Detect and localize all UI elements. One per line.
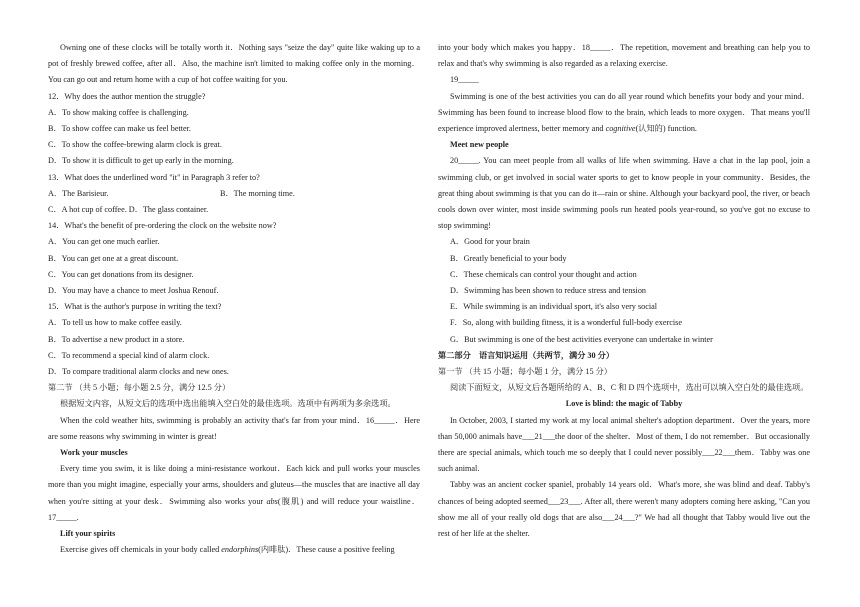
q14-option-a: A．You can get one much earlier. bbox=[48, 237, 160, 247]
story-paragraph-2: Tabby was an ancient cocker spaniel, probably 14 years old．What's more, she was blind and deaf. Tabby's chances of being adopted seemed___23___. After all, there weren't many adopters coming here asking, "Can you show me all of your really old dogs that are also___24___?" We had all thought that Tabby would live out the rest of her life at the shelter. bbox=[438, 480, 810, 539]
choice-e: E．While swimming is an individual sport, it's also very social bbox=[450, 302, 658, 312]
q14-option-c: C．You can get donations from its designer. bbox=[48, 269, 194, 279]
cognitive-term: cognitive bbox=[605, 124, 636, 134]
section-2-title: 第二节 （共 5 小题；每小题 2.5 分，满分 12.5 分） bbox=[48, 383, 231, 393]
blank-19: 19_____ bbox=[450, 75, 479, 85]
story-paragraph-1: In October, 2003, I started my work at my local animal shelter's adoption department．Over the years, more than 50,000 animals have___21___the door of the shelter．Most of them, I do not remember．But occasionally there are special animals, which touch me so deeply that I could never possibly___22___them．Tabby was one such animal. bbox=[438, 415, 810, 474]
muscles-paragraph bbox=[48, 461, 420, 526]
abs-term: abs bbox=[266, 496, 278, 506]
heading-work-muscles: Work your muscles bbox=[60, 448, 128, 458]
question-12-stem: 12．Why does the author mention the struggle? bbox=[48, 91, 206, 101]
q13-option-a: A．The Barisieur. bbox=[48, 188, 109, 198]
q13-options-ab bbox=[48, 186, 420, 202]
clock-paragraph: Owning one of these clocks will be totally worth it．Nothing says "seize the day" quite like waking up to a pot of freshly brewed coffee, after all．Also, the machine isn't limited to making coffee only in the morning．You can go out and return home with a cup of hot coffee waiting for you. bbox=[48, 43, 420, 85]
q12-option-c: C．To show the coffee-brewing alarm clock is great. bbox=[48, 140, 222, 150]
story-title: Love is blind: the magic of Tabby bbox=[565, 399, 683, 409]
q14-option-d: D．You may have a chance to meet Joshua Renouf. bbox=[48, 286, 219, 296]
part-2-title: 第二部分 语言知识运用（共两节，满分 30 分） bbox=[438, 350, 615, 360]
spirits-paragraph bbox=[48, 542, 420, 558]
swimming-intro-paragraph: When the cold weather hits, swimming is probably an activity that's far from your mind．16_____．Here are some reasons why swimming in winter is great! bbox=[48, 415, 420, 441]
choice-g: G．But swimming is one of the best activities everyone can undertake in winter bbox=[450, 334, 713, 344]
brain-text-1: Swimming is one of the best activities you can do all year round which benefits your body and your mind．Swimming has been found to increase blood flow to the brain, which leads to more oxygen．That means you'll experience improved alertness, better memory and bbox=[438, 91, 810, 134]
spirits-continuation: into your body which makes you happy．18_____．The repetition, movement and breathing can help you to relax and that's why swimming is also regarded as a relaxing exercise. bbox=[438, 43, 810, 69]
section-2-instructions: 根据短文内容，从短文后的选项中选出能填入空白处的最佳选项。选项中有两项为多余选项。 bbox=[60, 399, 396, 409]
question-13-stem: 13．What does the underlined word "it" in Paragraph 3 refer to? bbox=[48, 172, 260, 182]
muscles-text-2: (腹肌) and will reduce your waistline．17_____. bbox=[48, 496, 420, 522]
brain-paragraph bbox=[438, 89, 810, 138]
q13-options-cd: C．A hot cup of coffee. D．The glass container. bbox=[48, 205, 209, 215]
choice-c: C．These chemicals can control your thought and action bbox=[450, 269, 637, 279]
section-1-title: 第一节 （共 15 小题；每小题 1 分，满分 15 分） bbox=[438, 367, 612, 377]
people-paragraph: 20_____. You can meet people from all walks of life when swimming. Have a chat in the lap pool, join a swimming club, or get involved in social water sports to get to know people in your community．Besides, the great thing about swimming is that you can do it—rain or shine. Although your backyard pool, the river, or beach cools down over winter, most inside swimming pools run heated pools year-round, so you've got no excuse to stop swimming! bbox=[438, 156, 810, 231]
spirits-text-2: (内啡肽)．These cause a positive feeling bbox=[258, 545, 395, 555]
left-column bbox=[48, 40, 420, 559]
q15-option-d: D．To compare traditional alarm clocks and new ones. bbox=[48, 367, 229, 377]
q15-option-b: B．To advertise a new product in a store. bbox=[48, 334, 185, 344]
endorphins-term: endorphins bbox=[221, 545, 259, 555]
choice-a: A．Good for your brain bbox=[450, 237, 530, 247]
q12-option-d: D．To show it is difficult to get up early in the morning. bbox=[48, 156, 234, 166]
section-1-instructions: 阅读下面短文，从短文后各题所给的 A、B、C 和 D 四个选项中，选出可以填入空白处的最佳选项。 bbox=[450, 383, 809, 393]
q15-option-a: A．To tell us how to make coffee easily. bbox=[48, 318, 182, 328]
q13-option-b: B．The morning time. bbox=[220, 188, 295, 198]
spirits-text-1: Exercise gives off chemicals in your body called bbox=[60, 545, 222, 555]
q12-option-b: B．To show coffee can make us feel better. bbox=[48, 124, 191, 134]
choice-b: B．Greatly beneficial to your body bbox=[450, 253, 567, 263]
heading-lift-spirits: Lift your spirits bbox=[60, 529, 116, 539]
question-14-stem: 14．What's the benefit of pre-ordering the clock on the website now? bbox=[48, 221, 277, 231]
q12-option-a: A．To show making coffee is challenging. bbox=[48, 107, 189, 117]
brain-text-2: (认知的) function. bbox=[635, 124, 697, 134]
q14-option-b: B．You can get one at a great discount. bbox=[48, 253, 179, 263]
choice-d: D．Swimming has been shown to reduce stress and tension bbox=[450, 286, 647, 296]
muscles-text-1: Every time you swim, it is like doing a mini-resistance workout．Each kick and pull works your muscles more than you might imagine, especially your arms, shoulders and gluteus—the muscles that are inactive all day when you're sitting at your desk．Swimming also works your bbox=[48, 464, 420, 506]
right-column bbox=[438, 40, 810, 542]
q15-option-c: C．To recommend a special kind of alarm clock. bbox=[48, 350, 210, 360]
heading-meet-people: Meet new people bbox=[450, 140, 509, 150]
choice-f: F．So, along with building fitness, it is a wonderful full-body exercise bbox=[450, 318, 682, 328]
question-15-stem: 15．What is the author's purpose in writing the text? bbox=[48, 302, 222, 312]
